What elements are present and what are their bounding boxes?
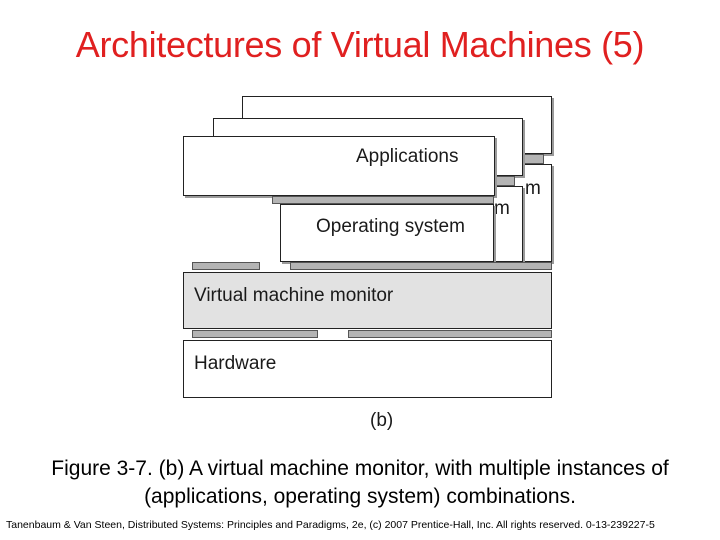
vm-architecture-diagram [180, 92, 560, 437]
vmm-hardware-interface-strip-left [192, 330, 318, 338]
vmm-hardware-interface-strip-right [348, 330, 552, 338]
operating-system-label: Operating system [316, 216, 465, 237]
background-os-partial-label-2: m [525, 178, 541, 199]
applications-label: Applications [356, 146, 459, 167]
figure-caption: Figure 3-7. (b) A virtual machine monitor, with multiple instances of (applications, operating system) combinations. [51, 457, 669, 508]
hardware-label: Hardware [194, 353, 277, 374]
copyright-footer: Tanenbaum & Van Steen, Distributed Systems: Principles and Paradigms, 2e, (c) 2007 Prentice-Hall, Inc. All rights reserved. 0-13-239227-5 [6, 519, 655, 531]
interface-strip-front [272, 196, 494, 204]
os-vmm-interface-strip-left [192, 262, 260, 270]
interface-strip-middle [493, 176, 515, 186]
background-os-partial-label-1: m [494, 198, 510, 219]
interface-strip-back [522, 154, 544, 164]
os-vmm-interface-strip-right [290, 262, 552, 270]
slide-title: Architectures of Virtual Machines (5) [75, 24, 645, 65]
subfigure-label: (b) [370, 410, 394, 431]
virtual-machine-monitor-label: Virtual machine monitor [194, 285, 394, 306]
